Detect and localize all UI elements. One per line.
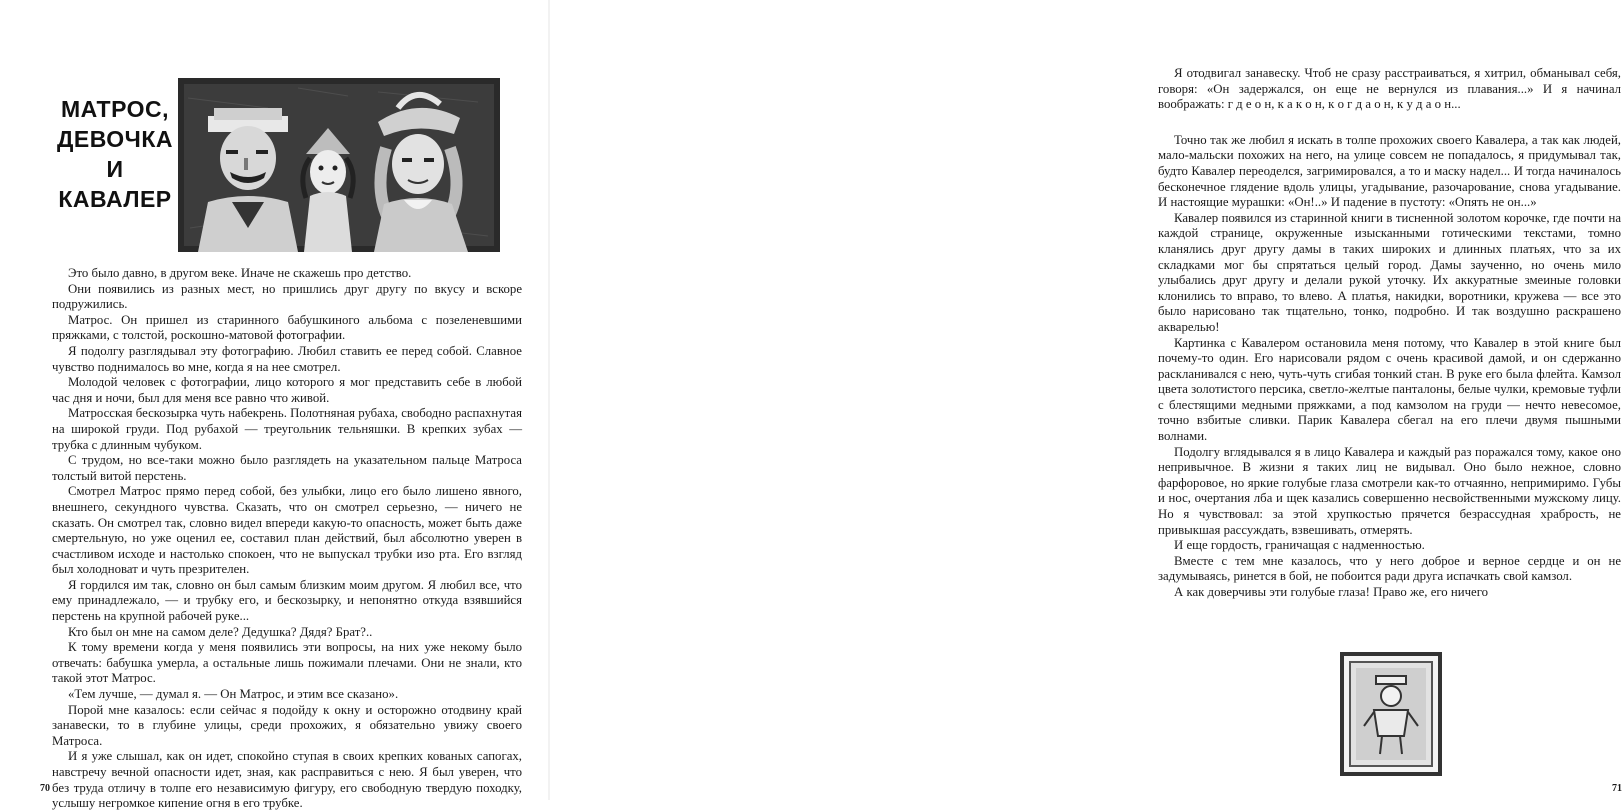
paragraph: А как доверчивы эти голубые глаза! Право же, его ничего <box>1174 585 1489 599</box>
paragraph: Порой мне казалось: если сейчас я подойду к окну и осторожно отодвину край занавески, то в глубине улицы, среди прохожих, я обязательно увижу своего Матроса. <box>52 702 522 748</box>
page-number: 70 <box>40 783 50 794</box>
paragraph: Молодой человек с фотографии, лицо которого я мог представить себе в любой час дня и ночи, был для меня все равно что живой. <box>52 375 522 405</box>
framed-sailor-illustration <box>1340 652 1442 776</box>
paragraph: «Тем лучше, — думал я. — Он Матрос, и этим все сказано». <box>68 687 399 702</box>
paragraph: К тому времени когда у меня появились эти вопросы, на них уже некому было отвечать: бабушка умерла, а остальные лишь пожимали плечами. Они не знали, кто такой этот Матрос. <box>52 640 522 686</box>
left-page <box>0 0 549 811</box>
page-number: 71 <box>1612 783 1622 794</box>
paragraph: Кавалер появился из старинной книги в тисненной золотом корочке, где почти на каждой странице, окруженные изысканными готическими текстами, томно кланялись друг другу дамы в таких широких и длинных платьях, что за их складками мог бы спрятаться целый город. Дамы заученно, но очень мило улыбались друг другу и делали рукой уточку. Их аккуратные змеиные головки клонились то вправо, то влево. А платья, накидки, воротники, кружева — все это было нарисовано так тщательно, тонко, подробно. И так воздушно раскрашено акварелью! <box>1158 210 1621 334</box>
paragraph: Смотрел Матрос прямо перед собой, без улыбки, лицо его было лишено явного, внешнего, секундного чувства. Сказать, что он смотрел серьезно, — ничего не сказать. Он смотрел так, словно видел впереди какую-то опасность, может быть даже смертельную, но уже оценил ее, составил план действий, был абсолютно уверен в счастливом исходе и настолько спокоен, что не выпускал трубки изо рта. Его взгляд был холодноват и чуть презрителен. <box>52 484 522 577</box>
three-figures-illustration <box>178 78 500 252</box>
paragraph: Кто был он мне на самом деле? Дедушка? Дядя? Брат?.. <box>68 624 373 639</box>
left-page-text <box>52 266 522 812</box>
title-line: МАТРОС, <box>60 96 170 122</box>
paragraph: Матрос. Он пришел из старинного бабушкиного альбома с позеленевшими пряжками, с толстой, роскошно-матовой фотографии. <box>52 312 522 343</box>
story-title <box>55 94 175 214</box>
paragraph: Я отодвигал занавеску. Чтоб не сразу расстраиваться, я хитрил, обманывал себя, говоря: «Он задержался, он еще не вернулся из плавания...» И я начинал воображать: г д е о н, к а к о н, к о г д а о н, к у д а о н... <box>1158 66 1621 112</box>
paragraph: Точно так же любил я искать в толпе прохожих своего Кавалера, а так как людей, мало-мальски похожих на него, на улице совсем не попадалось, я придумывал так, будто Кавалер переоделся, загримировался, а то и маску надел... И тогда начиналось бесконечное глядение вдоль улицы, угадывание, разочарование, снова угадывание. И настоящие мурашки: «Он!..» И падение в пустоту: «Опять не он...» <box>1158 132 1621 210</box>
paragraph: Картинка с Кавалером остановила меня потому, что Кавалер в этой книге был почему-то один. Его нарисовали рядом с очень красивой дамой, и он сдержанно раскланивался с нею, чуть-чуть сгибая тонкий стан. В руке его была флейта. Камзол цвета золотистого персика, светло-желтые панталоны, белые чулки, кремовые туфли с блестящими медными пряжками, а под камзолом на груди — нечто невесомое, точно взбитые сливки. Парик Кавалера сбегал на его плечи двумя пышными волнами. <box>1158 335 1622 444</box>
paragraph: С трудом, но все-таки можно было разглядеть на указательном пальце Матроса толстый витой перстень. <box>52 453 522 483</box>
paragraph: И я уже слышал, как он идет, спокойно ступая в своих крепких кованых сапогах, навстречу вечной опасности идет, зная, как расправиться с нею. Я был уверен, что без труда отличу в толпе его независимую фигуру, его свободную твердую походку, услышу негромкое кипение огня в его трубке. <box>52 749 522 811</box>
title-line: КАВАЛЕР <box>58 186 172 212</box>
paragraph: И еще гордость, граничащая с надменностью. <box>1174 538 1425 553</box>
title-line: И <box>106 156 124 182</box>
title-line: ДЕВОЧКА <box>57 126 173 152</box>
paragraph: Я подолгу разглядывал эту фотографию. Любил ставить ее перед собой. Славное чувство поднималось во мне, когда я на нее смотрел. <box>52 343 522 374</box>
paragraph: Подолгу вглядывался я в лицо Кавалера и каждый раз поражался тому, какое оно непривычное. В жизни я таких лиц не видывал. Оно было нежное, словно фарфоровое, но яркие голубые глаза смотрели как-то отчаянно, непримиримо. Губы и нос, очертания лба и щек казались совершенно несвойственными мужскому лицу. Но я чувствовал: за этой хрупкостью прячется безрассудная храбрость, не привыкшая рассуждать, взвешивать, отмерять. <box>1158 444 1621 537</box>
paragraph: Они появились из разных мест, но пришлись друг другу по вкусу и вскоре подружились. <box>52 281 522 312</box>
right-page-text <box>1158 66 1621 601</box>
paragraph: Это было давно, в другом веке. Иначе не скажешь про детство. <box>68 266 412 280</box>
paragraph: Я гордился им так, словно он был самым близким моим другом. Я любил все, что ему принадлежало, — и трубку его, и бескозырку, и непонятно откуда взявшийся перстень на крупной рабочей руке... <box>52 577 522 624</box>
right-page <box>550 0 1622 800</box>
paragraph: Вместе с тем мне казалось, что у него доброе и верное сердце и он не задумываясь, ринется в бой, не побоится ради друга испачкать свой камзол. <box>1158 553 1621 584</box>
paragraph: Матросская бескозырка чуть набекрень. Полотняная рубаха, свободно распахнутая на широкой груди. Под рубахой — треугольник тельняшки. В крепких зубах — трубка с длинным чубуком. <box>52 406 522 452</box>
